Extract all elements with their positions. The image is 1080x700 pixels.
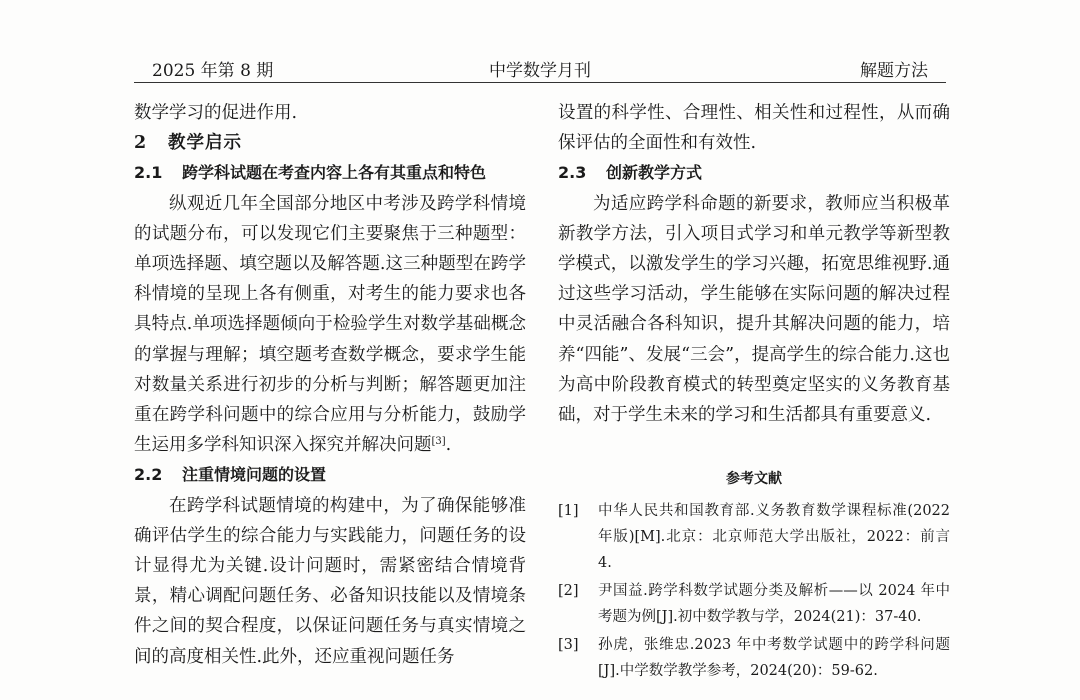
- reference-text: 尹国益.跨学科数学试题分类及解析——以 2024 年中考题为例[J].初中数学教与学，2024(21)：37-40.: [598, 583, 950, 626]
- subsection-number: 2.3: [558, 163, 587, 183]
- left-column: [134, 98, 526, 672]
- carry-over-text: 数学学习的促进作用.: [134, 103, 298, 123]
- right-column: [558, 98, 950, 686]
- subsection-title: 创新教学方式: [606, 163, 703, 183]
- subsection-title: 跨学科试题在考查内容上各有其重点和特色: [182, 163, 487, 183]
- reference-list: [558, 498, 950, 684]
- citation-mark: [3]: [431, 436, 446, 448]
- reference-tag: [2]: [558, 583, 579, 600]
- paragraph-2-3: 为适应跨学科命题的新要求，教师应当积极革新教学方法，引入项目式学习和单元教学等新型教学模式，以激发学生的学习兴趣，拓宽思维视野.通过这些学习活动，学生能够在实际问题的解决过程中灵活融合各科知识，提升其解决问题的能力，培养“四能”、发展“三会”，提高学生的综合能力.这也为高中阶段教育模式的转型奠定坚实的义务教育基础，对于学生未来的学习和生活都具有重要意义.: [558, 193, 950, 426]
- section-2-3-heading: [558, 158, 950, 188]
- reference-text: 中华人民共和国教育部.义务教育数学课程标准(2022 年版)[M].北京：北京师范大学出版社，2022：前言 4.: [598, 503, 950, 572]
- section-title: 教学启示: [168, 133, 242, 154]
- reference-item: [558, 498, 950, 576]
- reference-tag: [1]: [558, 503, 579, 520]
- paragraph-2-1: [134, 189, 526, 461]
- subsection-number: 2.2: [134, 465, 163, 485]
- carry-over-text: 设置的科学性、合理性、相关性和过程性，从而确保评估的全面性和有效性.: [558, 103, 950, 154]
- journal-title: 中学数学月刊: [489, 61, 591, 81]
- section-2-heading: [134, 128, 526, 158]
- paragraph-2-2: 在跨学科试题情境的构建中，为了确保能够准确评估学生的综合能力与实践能力，问题任务的设计显得尤为关键.设计问题时，需紧密结合情境背景，精心调配问题任务、必备知识技能以及情境条件之间的契合程度，以保证问题任务与真实情境之间的高度相关性.此外，还应重视问题任务: [134, 495, 526, 667]
- subsection-number: 2.1: [134, 163, 163, 183]
- reference-item: [558, 578, 950, 630]
- subsection-title: 注重情境问题的设置: [182, 465, 327, 485]
- section-2-2-heading: [134, 460, 526, 490]
- reference-text: 孙虎，张维忠.2023 年中考数学试题中的跨学科问题[J].中学数学教学参考，2024(20)：59-62.: [598, 637, 950, 680]
- references-heading: 参考文献: [726, 471, 782, 488]
- section-2-1-heading: [134, 158, 526, 188]
- paragraph-end: .: [445, 435, 452, 456]
- section-number: 2: [134, 133, 148, 154]
- running-header: [134, 52, 946, 83]
- reference-item: [558, 632, 950, 684]
- paragraph-text: 纵观近几年全国部分地区中考涉及跨学科情境的试题分布，可以发现它们主要聚焦于三种题型：单项选择题、填空题以及解答题.这三种题型在跨学科情境的呈现上各有侧重，对考生的能力要求也各具特点.单项选择题倾向于检验学生对数学基础概念的掌握与理解；填空题考查数学概念，要求学生能对数量关系进行初步的分析与判断；解答题更加注重在跨学科问题中的综合应用与分析能力，鼓励学生运用多学科知识深入探究并解决问题: [134, 193, 526, 456]
- section-label: 解题方法: [860, 61, 928, 81]
- issue-label: 2025 年第 8 期: [152, 61, 274, 81]
- reference-tag: [3]: [558, 637, 579, 654]
